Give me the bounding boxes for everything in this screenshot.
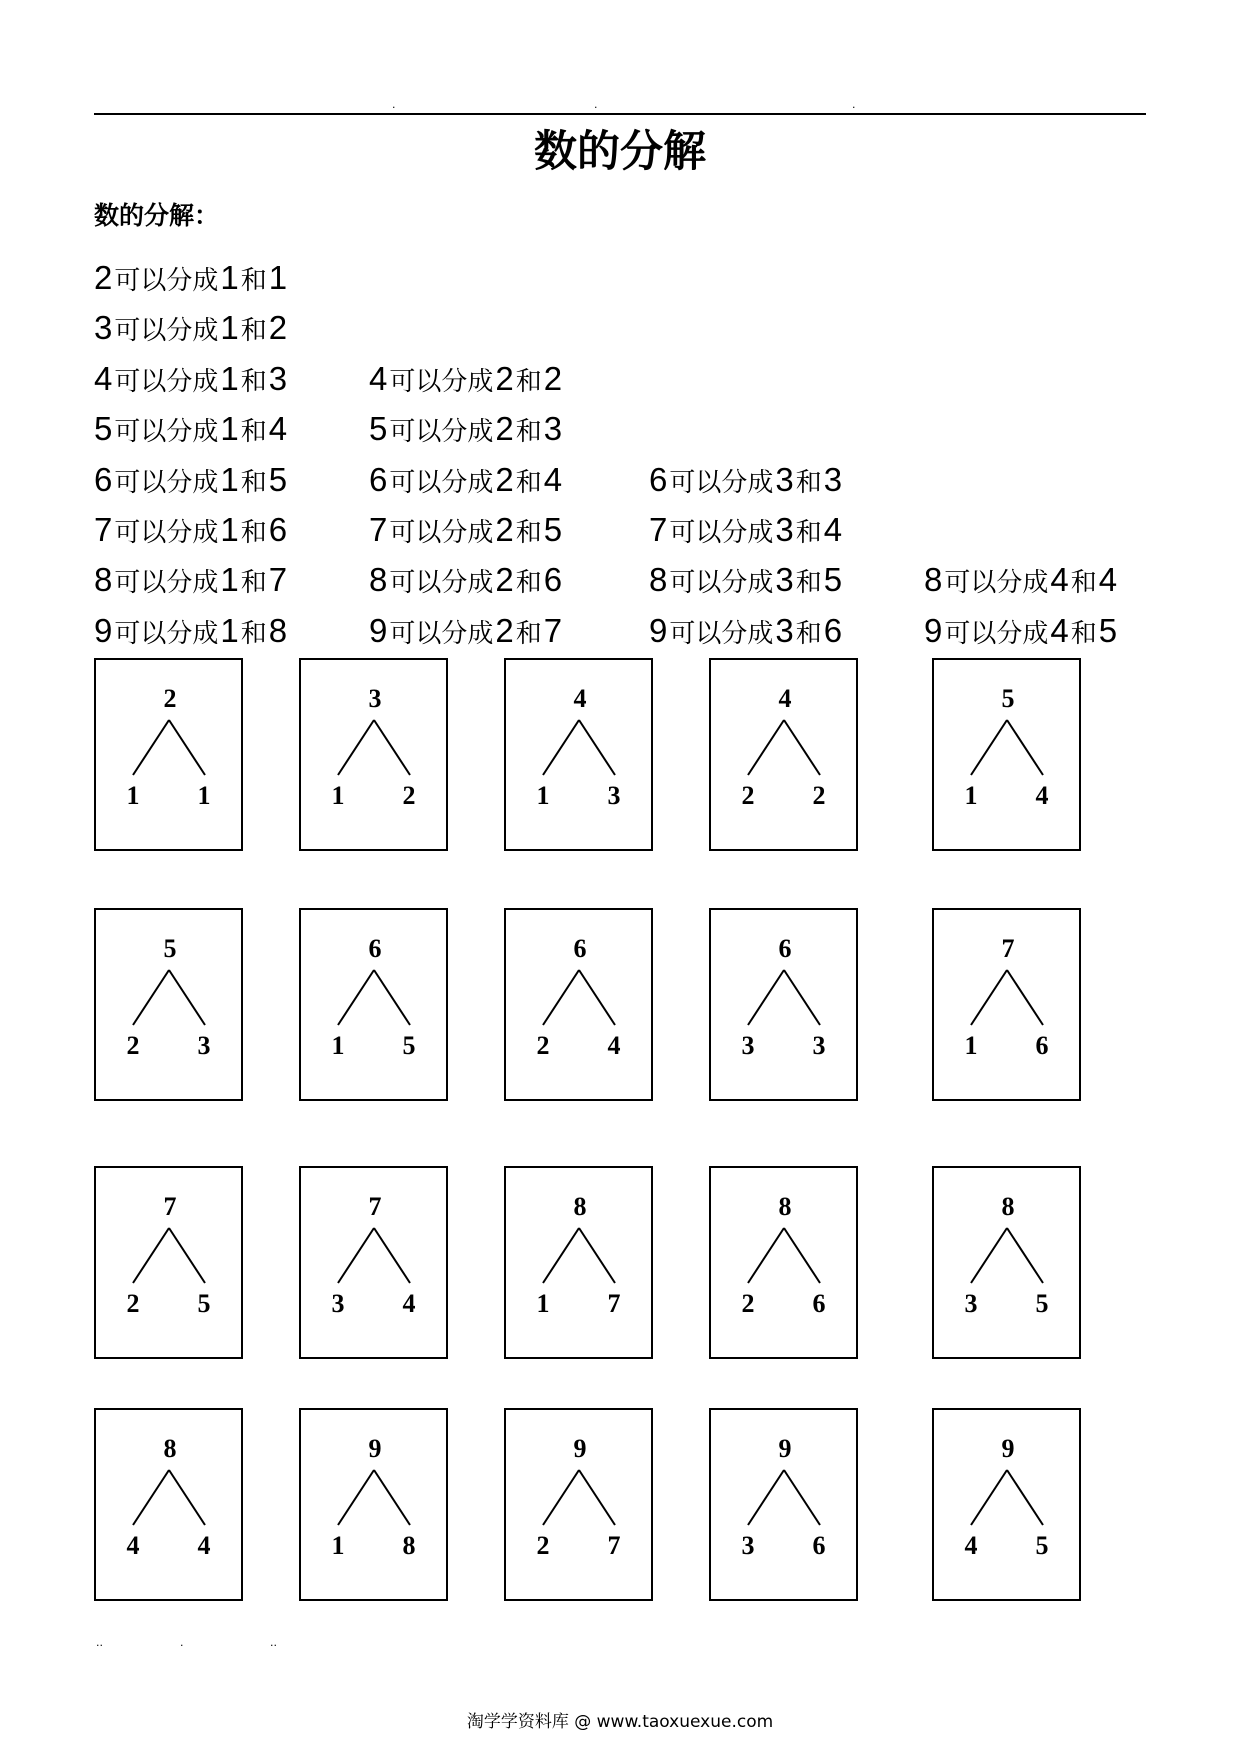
fact-total: 5 [94,410,113,448]
card-total: 9 [573,1434,587,1463]
branch-line-right [374,1228,410,1283]
branch-line-right [784,970,820,1025]
card-part-left: 1 [331,781,345,810]
decomposition-card [299,1408,448,1601]
page-title: 数的分解 [534,127,706,177]
card-total: 9 [368,1434,382,1463]
card-part-left: 4 [126,1531,140,1560]
card-part-left: 3 [331,1289,345,1318]
fact-item [649,608,842,661]
fact-item [369,557,562,610]
decomposition-card [94,1166,243,1359]
card-part-left: 1 [536,781,550,810]
fact-part-b: 7 [268,561,288,599]
fact-item [94,356,287,409]
card-total: 3 [368,684,382,713]
card-part-left: 2 [741,781,755,810]
branch-line-left [748,1470,784,1525]
card-total: 8 [778,1192,792,1221]
fact-part-a: 3 [775,511,794,548]
branch-line-right [169,970,205,1025]
branch-line-left [543,1228,579,1283]
fact-part-a: 2 [495,561,514,599]
header-dot-1: . [392,98,396,111]
card-total: 6 [778,934,792,963]
fact-item [649,457,842,510]
card-part-left: 1 [331,1031,345,1060]
branch-line-right [374,970,410,1025]
fact-and: 和 [795,466,822,497]
fact-part-b: 2 [268,309,288,347]
fact-and: 和 [240,617,267,648]
branch-line-right [784,1470,820,1525]
branch-line-left [543,1470,579,1525]
fact-and: 和 [795,617,822,648]
fact-verb: 可以分成 [669,517,774,547]
branch-line-right [374,720,410,775]
section-label: 数的分解： [94,201,220,230]
branch-line-left [971,1228,1007,1283]
branch-line-left [971,720,1007,775]
fact-total: 8 [649,561,668,599]
fact-part-a: 2 [495,460,514,498]
card-part-right: 5 [402,1031,416,1060]
card-part-right: 4 [197,1531,211,1560]
fact-total: 9 [94,611,113,649]
card-total: 9 [778,1434,792,1463]
fact-and: 和 [240,567,267,598]
fact-total: 6 [369,460,388,498]
decomposition-card [504,908,653,1101]
branch-line-right [169,1470,205,1525]
card-part-right: 7 [607,1289,621,1318]
branch-line-right [1007,1470,1043,1525]
card-part-right: 3 [197,1031,211,1060]
fact-item [94,305,287,358]
card-part-right: 5 [1035,1531,1049,1560]
card-part-left: 3 [964,1289,978,1318]
fact-verb: 可以分成 [389,466,494,497]
card-total: 6 [573,934,587,963]
branch-line-left [338,970,374,1025]
fact-verb: 可以分成 [114,517,219,547]
fact-verb: 可以分成 [669,617,774,648]
card-total: 2 [163,684,177,713]
card-part-right: 7 [607,1531,621,1560]
fact-total: 2 [94,259,113,296]
fact-item [369,457,562,510]
fact-and: 和 [515,416,542,447]
fact-and: 和 [515,466,542,497]
branch-line-right [1007,720,1043,775]
card-part-right: 1 [197,781,211,810]
card-part-right: 5 [197,1289,211,1318]
fact-total: 8 [369,561,388,599]
fact-part-a: 2 [495,611,514,649]
fact-part-a: 2 [495,410,514,448]
fact-part-a: 1 [220,309,239,347]
fact-part-b: 4 [268,410,288,448]
fact-and: 和 [1070,567,1097,598]
fact-part-b: 4 [1098,561,1118,599]
card-total: 8 [573,1192,587,1221]
decomposition-card [504,658,653,851]
card-part-right: 2 [402,781,416,810]
card-part-left: 2 [126,1289,140,1318]
branch-line-left [971,1470,1007,1525]
fact-and: 和 [240,466,267,497]
card-total: 7 [163,1192,177,1221]
fact-total: 4 [94,359,113,397]
branch-line-left [133,970,169,1025]
fact-total: 9 [924,611,943,649]
card-part-right: 4 [607,1031,621,1060]
card-part-right: 3 [607,781,621,810]
card-part-left: 1 [126,781,140,810]
fact-part-b: 2 [543,359,563,397]
fact-part-b: 7 [543,611,563,649]
card-part-right: 6 [812,1531,826,1560]
header-rule [94,113,1146,115]
bottom-dot-1: .. [96,1636,103,1649]
card-part-right: 5 [1035,1289,1049,1318]
card-part-right: 4 [1035,781,1049,810]
fact-and: 和 [240,365,267,396]
fact-and: 和 [795,567,822,598]
fact-part-a: 1 [220,259,239,296]
card-part-left: 2 [536,1531,550,1560]
branch-line-right [169,720,205,775]
branch-line-left [133,720,169,775]
fact-part-b: 1 [268,259,288,296]
decomposition-card [94,1408,243,1601]
branch-line-right [1007,970,1043,1025]
fact-verb: 可以分成 [389,617,494,648]
fact-part-a: 1 [220,460,239,498]
fact-total: 8 [924,561,943,599]
fact-item [94,457,287,510]
card-total: 8 [1001,1192,1015,1221]
fact-part-b: 3 [823,460,843,498]
branch-line-right [1007,1228,1043,1283]
fact-verb: 可以分成 [389,567,494,598]
decomposition-card [94,908,243,1101]
card-total: 7 [1001,934,1015,963]
fact-verb: 可以分成 [944,617,1049,648]
fact-total: 6 [649,460,668,498]
branch-line-right [169,1228,205,1283]
branch-line-left [748,1228,784,1283]
card-part-left: 2 [741,1289,755,1318]
card-part-left: 1 [964,1031,978,1060]
fact-part-a: 3 [775,460,794,498]
fact-total: 3 [94,309,113,347]
fact-verb: 可以分成 [389,517,494,547]
fact-item [94,406,287,459]
decomposition-card [299,908,448,1101]
branch-line-left [338,1228,374,1283]
fact-part-b: 6 [823,611,843,649]
card-part-left: 1 [536,1289,550,1318]
fact-part-a: 2 [495,511,514,548]
card-total: 5 [163,934,177,963]
card-part-left: 3 [741,1531,755,1560]
fact-and: 和 [795,517,822,547]
fact-part-b: 5 [1098,611,1118,649]
fact-part-b: 5 [823,561,843,599]
fact-verb: 可以分成 [114,265,219,295]
fact-and: 和 [240,265,267,295]
fact-part-a: 1 [220,561,239,599]
fact-item [94,557,287,610]
fact-part-a: 4 [1050,611,1069,649]
fact-part-a: 1 [220,410,239,448]
fact-part-a: 1 [220,611,239,649]
card-total: 8 [163,1434,177,1463]
card-part-left: 2 [536,1031,550,1060]
fact-item [94,255,287,308]
fact-verb: 可以分成 [669,567,774,598]
fact-part-b: 5 [543,511,563,548]
branch-line-left [748,720,784,775]
branch-line-left [543,970,579,1025]
fact-verb: 可以分成 [389,365,494,396]
fact-and: 和 [515,365,542,396]
fact-total: 7 [94,511,113,548]
decomposition-card [932,658,1081,851]
branch-line-left [338,720,374,775]
header-dot-2: . [594,98,598,111]
branch-line-left [748,970,784,1025]
decomposition-card [504,1166,653,1359]
decomposition-card [709,1166,858,1359]
fact-total: 4 [369,359,388,397]
fact-and: 和 [1070,617,1097,648]
branch-line-right [579,1470,615,1525]
card-part-right: 8 [402,1531,416,1560]
decomposition-card [932,1408,1081,1601]
fact-verb: 可以分成 [669,466,774,497]
branch-line-right [374,1470,410,1525]
fact-total: 8 [94,561,113,599]
fact-and: 和 [515,517,542,547]
decomposition-card [299,658,448,851]
decomposition-card [709,1408,858,1601]
fact-item [924,608,1117,661]
fact-part-b: 4 [543,460,563,498]
card-part-right: 4 [402,1289,416,1318]
fact-part-b: 4 [823,511,843,548]
card-part-left: 1 [964,781,978,810]
fact-part-b: 6 [268,511,288,548]
branch-line-right [784,720,820,775]
decomposition-card [932,908,1081,1101]
fact-total: 9 [649,611,668,649]
fact-part-b: 8 [268,611,288,649]
decomposition-card [504,1408,653,1601]
card-part-left: 3 [741,1031,755,1060]
card-total: 6 [368,934,382,963]
fact-verb: 可以分成 [114,466,219,497]
card-total: 4 [778,684,792,713]
fact-item [94,608,287,661]
branch-line-right [579,970,615,1025]
card-part-left: 4 [964,1531,978,1560]
fact-verb: 可以分成 [389,416,494,447]
card-total: 7 [368,1192,382,1221]
fact-part-a: 2 [495,359,514,397]
fact-verb: 可以分成 [944,567,1049,598]
fact-item [94,507,287,560]
fact-verb: 可以分成 [114,567,219,598]
fact-item [924,557,1117,610]
branch-line-left [133,1228,169,1283]
card-part-right: 6 [812,1289,826,1318]
decomposition-card [932,1166,1081,1359]
card-total: 5 [1001,684,1015,713]
card-total: 4 [573,684,587,713]
fact-total: 5 [369,410,388,448]
fact-part-a: 1 [220,511,239,548]
card-part-left: 1 [331,1531,345,1560]
fact-total: 9 [369,611,388,649]
branch-line-right [579,1228,615,1283]
decomposition-card [709,658,858,851]
fact-item [369,356,562,409]
fact-part-a: 4 [1050,561,1069,599]
decomposition-card [299,1166,448,1359]
fact-part-a: 3 [775,611,794,649]
footer-watermark: 淘学学资料库 @ www.taoxuexue.com [466,1712,774,1732]
fact-part-b: 5 [268,460,288,498]
card-part-right: 3 [812,1031,826,1060]
branch-line-left [338,1470,374,1525]
fact-and: 和 [240,416,267,447]
fact-total: 7 [649,511,668,548]
fact-verb: 可以分成 [114,365,219,396]
fact-part-a: 1 [220,359,239,397]
fact-item [369,507,562,560]
fact-item [369,406,562,459]
fact-total: 6 [94,460,113,498]
fact-and: 和 [515,617,542,648]
fact-verb: 可以分成 [114,416,219,447]
card-total: 9 [1001,1434,1015,1463]
decomposition-card [94,658,243,851]
branch-line-left [971,970,1007,1025]
card-part-right: 6 [1035,1031,1049,1060]
fact-and: 和 [515,567,542,598]
branch-line-right [579,720,615,775]
fact-verb: 可以分成 [114,617,219,648]
fact-item [649,557,842,610]
branch-line-left [133,1470,169,1525]
branch-line-right [784,1228,820,1283]
fact-item [649,507,842,560]
fact-total: 7 [369,511,388,548]
header-dot-3: . [852,98,856,111]
fact-part-b: 6 [543,561,563,599]
card-part-left: 2 [126,1031,140,1060]
fact-and: 和 [240,517,267,547]
fact-verb: 可以分成 [114,315,219,346]
fact-part-b: 3 [268,359,288,397]
fact-part-a: 3 [775,561,794,599]
decomposition-card [709,908,858,1101]
bottom-dot-3: .. [270,1636,277,1649]
card-part-right: 2 [812,781,826,810]
bottom-dot-2: . [180,1636,184,1649]
fact-and: 和 [240,315,267,346]
fact-part-b: 3 [543,410,563,448]
branch-line-left [543,720,579,775]
fact-item [369,608,562,661]
